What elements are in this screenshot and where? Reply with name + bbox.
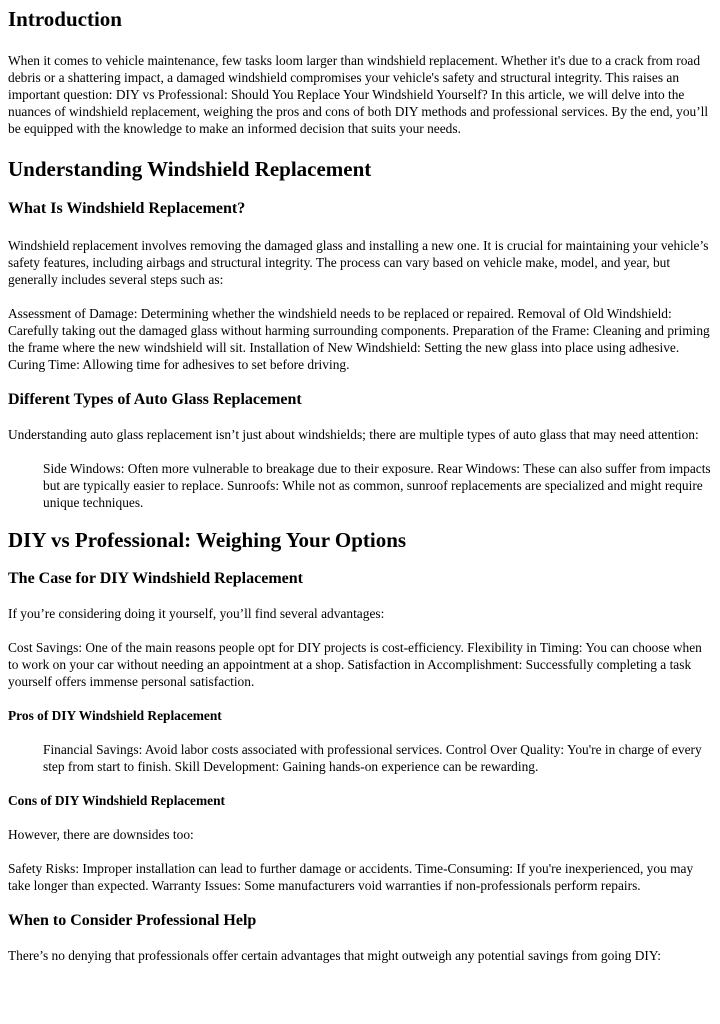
- cons-paragraph: However, there are downsides too:: [8, 827, 194, 842]
- case-for-diy-heading: The Case for DIY Windshield Replacement: [8, 570, 303, 587]
- what-is-paragraph: Windshield replacement involves removing the damaged glass and installing a new one. It is crucial for maintaining your vehicle’s safety features, including airbags and structural integrity. The process can vary based on vehicle make, model, and year, but generally includes several steps such as:: [8, 238, 709, 287]
- introduction-heading: Introduction: [8, 7, 122, 31]
- diy-vs-professional-heading: DIY vs Professional: Weighing Your Options: [8, 528, 407, 552]
- steps-paragraph: Assessment of Damage: Determining whether the windshield needs to be replaced or repaired. Removal of Old Windshield: Carefully taking out the damaged glass without harming surrounding components. Preparation of the Frame: Cleaning and priming the frame where the new windshield will sit. Installation of New Windshield: Setting the new glass into place using adhesive. Curing Time: Allowing time for adhesives to set before driving.: [8, 306, 710, 372]
- pros-heading: Pros of DIY Windshield Replacement: [8, 708, 222, 723]
- advantages-paragraph: Cost Savings: One of the main reasons people opt for DIY projects is cost-efficiency. Flexibility in Timing: You can choose when to work on your car without needing an appointment at a shop. Satisfaction in Accomplishment: Successfully completing a task yourself offers immense personal satisfaction.: [8, 640, 702, 689]
- risks-paragraph: Safety Risks: Improper installation can lead to further damage or accidents. Time-Consuming: If you're inexperienced, you may take longer than expected. Warranty Issues: Some manufacturers void warranties if non-professionals perform repairs.: [8, 861, 694, 893]
- types-heading: Different Types of Auto Glass Replacement: [8, 391, 302, 408]
- understanding-heading: Understanding Windshield Replacement: [8, 157, 372, 181]
- pros-quote: Financial Savings: Avoid labor costs associated with professional services. Control Over Quality: You're in charge of every step from start to finish. Skill Development: Gaining hands-on experience can be rewarding.: [43, 742, 702, 774]
- case-for-diy-paragraph: If you’re considering doing it yourself, you’ll find several advantages:: [8, 606, 385, 621]
- article: [0, 7, 720, 964]
- when-professional-paragraph: There’s no denying that professionals offer certain advantages that might outweigh any potential savings from going DIY:: [8, 948, 662, 963]
- types-paragraph: Understanding auto glass replacement isn’t just about windshields; there are multiple types of auto glass that may need attention:: [8, 427, 699, 442]
- cons-heading: Cons of DIY Windshield Replacement: [8, 793, 226, 808]
- types-quote: Side Windows: Often more vulnerable to breakage due to their exposure. Rear Windows: These can also suffer from impacts but are typically easier to replace. Sunroofs: While not as common, sunroof replacements are specialized and might require unique techniques.: [43, 461, 711, 510]
- what-is-heading: What Is Windshield Replacement?: [8, 200, 246, 217]
- introduction-paragraph: When it comes to vehicle maintenance, few tasks loom larger than windshield replacement. Whether it's due to a crack from road debris or a shattering impact, a damaged windshield compromises your vehicle's safety and structural integrity. This raises an important question: DIY vs Professional: Should You Replace Your Windshield Yourself? In this article, we will delve into the nuances of windshield replacement, weighing the pros and cons of both DIY methods and professional services. By the end, you’ll be equipped with the knowledge to make an informed decision that suits your needs.: [8, 53, 709, 136]
- when-professional-heading: When to Consider Professional Help: [8, 912, 257, 929]
